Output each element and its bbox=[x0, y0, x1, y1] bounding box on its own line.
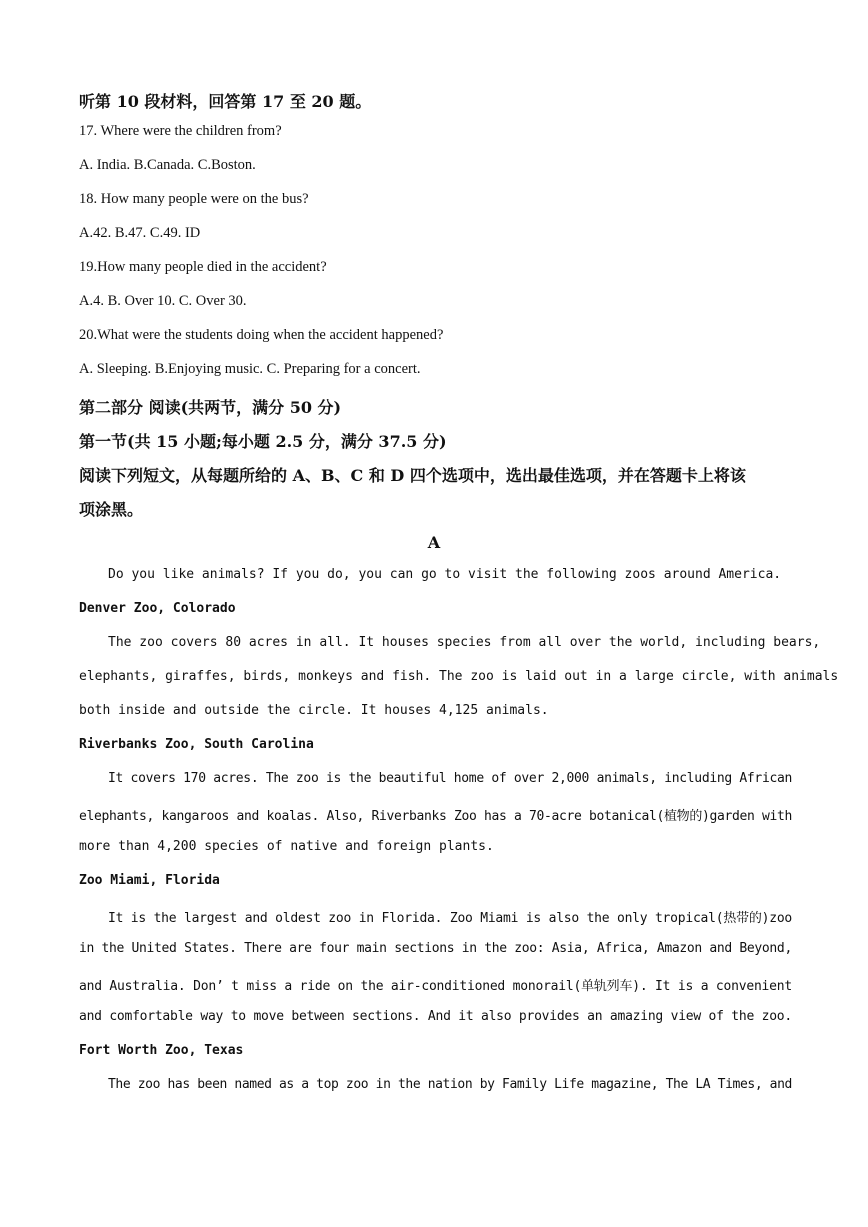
question-20-stem: 20.What were the students doing when the accident happened? bbox=[79, 327, 444, 343]
passage-intro: Do you like animals? If you do, you can go to visit the following zoos around America. bbox=[108, 567, 782, 582]
question-18-options: A.42. B.47. C.49. ID bbox=[79, 225, 201, 241]
reading-section-heading: 第一节(共 15 小题;每小题 2.5 分，满分 37.5 分) bbox=[79, 432, 447, 451]
zoo-denver-line: both inside and outside the circle. It houses 4,125 animals. bbox=[79, 703, 549, 718]
zoo-heading-denver: Denver Zoo, Colorado bbox=[79, 601, 236, 616]
zoo-fort-worth-line: The zoo has been named as a top zoo in the nation by Family Life magazine, The LA Times, and bbox=[108, 1077, 792, 1092]
question-20-options: A. Sleeping. B.Enjoying music. C. Preparing for a concert. bbox=[79, 361, 421, 377]
zoo-miami-line: in the United States. There are four main sections in the zoo: Asia, Africa, Amazon and Beyond, bbox=[79, 941, 792, 956]
question-19-stem: 19.How many people died in the accident? bbox=[79, 259, 327, 275]
zoo-heading-fort-worth: Fort Worth Zoo, Texas bbox=[79, 1043, 244, 1058]
zoo-riverbanks-line: It covers 170 acres. The zoo is the beautiful home of over 2,000 animals, including African bbox=[108, 771, 793, 786]
listening-heading: 听第 10 段材料，回答第 17 至 20 题。 bbox=[79, 92, 372, 111]
passage-letter: A bbox=[427, 533, 441, 552]
zoo-denver-line: elephants, giraffes, birds, monkeys and fish. The zoo is laid out in a large circle, with animals bbox=[79, 669, 839, 684]
zoo-riverbanks-line: more than 4,200 species of native and foreign plants. bbox=[79, 839, 494, 854]
question-18-stem: 18. How many people were on the bus? bbox=[79, 191, 309, 207]
zoo-denver-line: The zoo covers 80 acres in all. It houses species from all over the world, including bears, bbox=[108, 635, 821, 650]
question-17-stem: 17. Where were the children from? bbox=[79, 123, 282, 139]
zoo-miami-line: It is the largest and oldest zoo in Florida. Zoo Miami is also the only tropical(热带的)zoo bbox=[108, 911, 793, 926]
zoo-heading-riverbanks: Riverbanks Zoo, South Carolina bbox=[79, 737, 314, 752]
zoo-riverbanks-line: elephants, kangaroos and koalas. Also, Riverbanks Zoo has a 70-acre botanical(植物的)garden with bbox=[79, 809, 792, 824]
zoo-heading-miami: Zoo Miami, Florida bbox=[79, 873, 220, 888]
zoo-miami-line: and Australia. Don’ t miss a ride on the air-conditioned monorail(单轨列车). It is a convenient bbox=[79, 979, 792, 994]
question-19-options: A.4. B. Over 10. C. Over 30. bbox=[79, 293, 247, 309]
reading-instruction-line1: 阅读下列短文，从每题所给的 A、B、C 和 D 四个选项中，选出最佳选项，并在答题卡上将该 bbox=[79, 466, 746, 485]
zoo-miami-line: and comfortable way to move between sections. And it also provides an amazing view of the zoo. bbox=[79, 1009, 792, 1024]
reading-instruction-line2: 项涂黑。 bbox=[79, 500, 144, 519]
question-17-options: A. India. B.Canada. C.Boston. bbox=[79, 157, 256, 173]
reading-part-heading: 第二部分 阅读(共两节，满分 50 分) bbox=[79, 398, 342, 417]
